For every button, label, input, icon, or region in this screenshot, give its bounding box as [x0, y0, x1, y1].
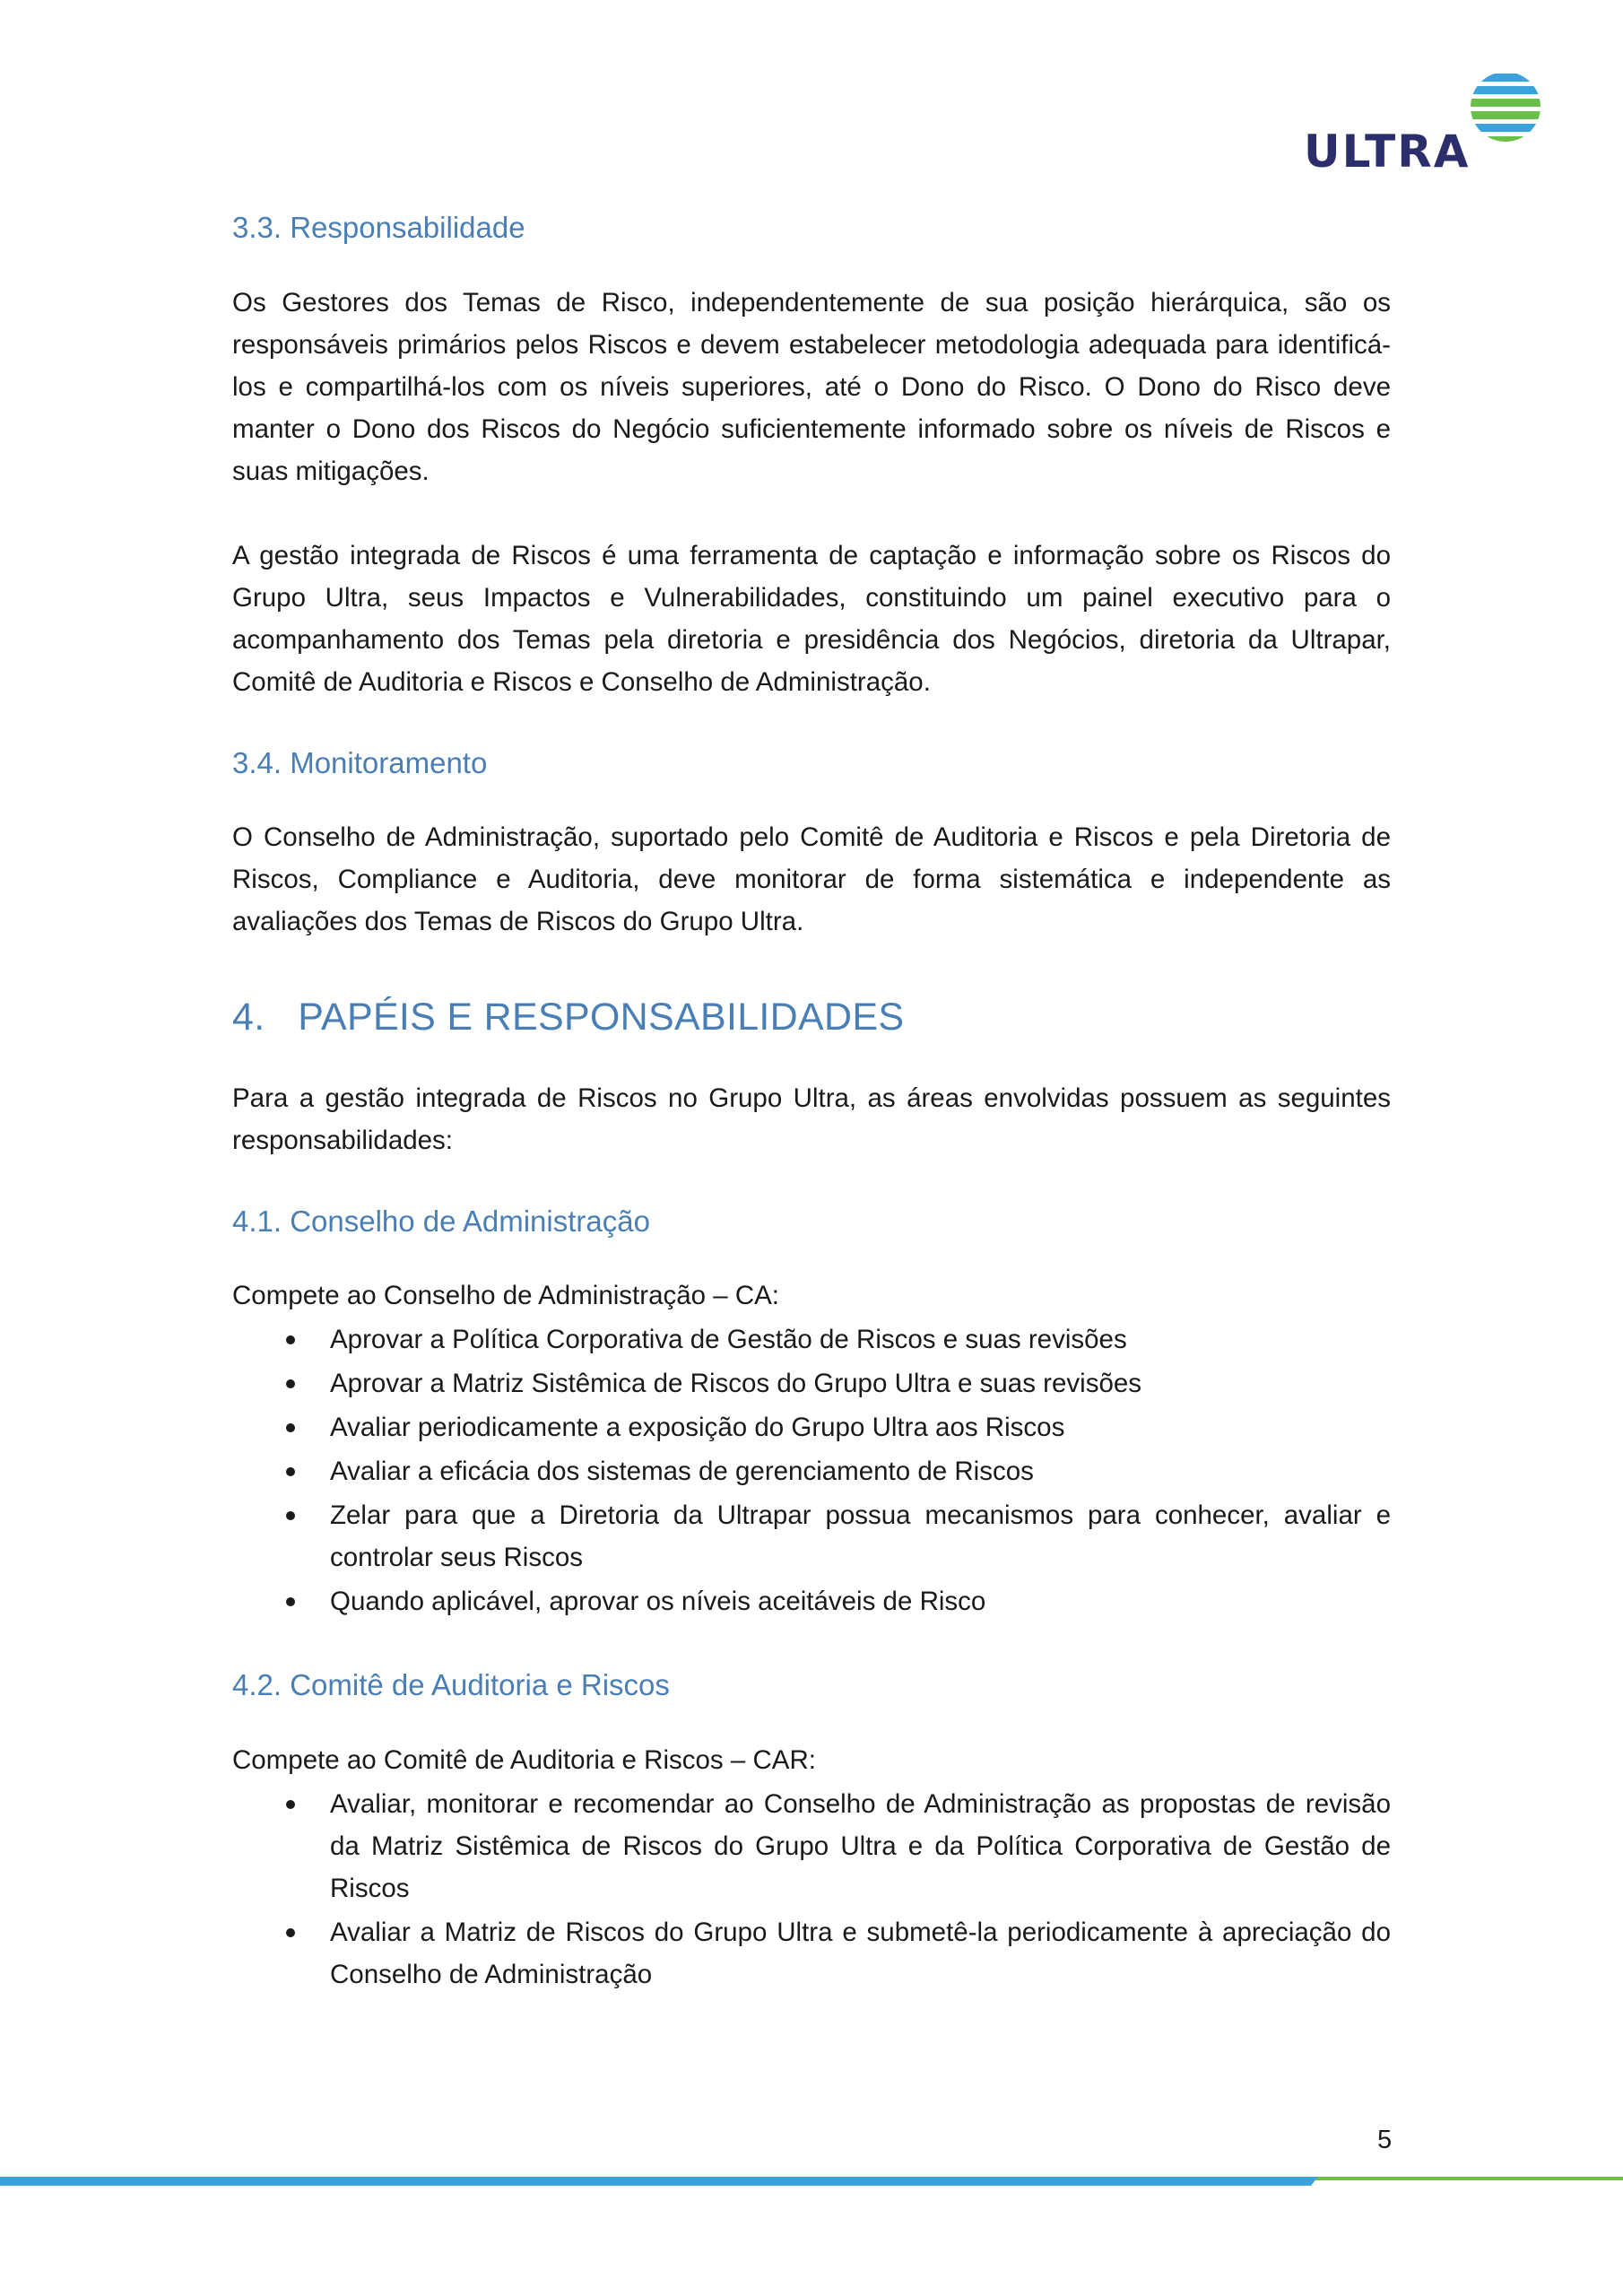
bullet-list-ca	[232, 1318, 1391, 1622]
heading-4-2: 4.2. Comitê de Auditoria e Riscos	[232, 1668, 670, 1702]
list-intro: Compete ao Comitê de Auditoria e Riscos – CAR:	[232, 1744, 816, 1775]
page-number: 5	[1377, 2126, 1393, 2154]
document-body	[232, 210, 1391, 2040]
list-item: Quando aplicável, aprovar os níveis aceitáveis de Risco	[232, 1580, 1391, 1622]
logo-wordmark: ULTRA	[1304, 126, 1471, 178]
ultra-logo-mark-icon	[1469, 70, 1542, 144]
list-intro: Compete ao Conselho de Administração – CA:	[232, 1281, 780, 1311]
list-item: Avaliar a eficácia dos sistemas de gerenciamento de Riscos	[232, 1450, 1391, 1492]
list-item: Avaliar periodicamente a exposição do Grupo Ultra aos Riscos	[232, 1406, 1391, 1448]
list-item: Avaliar a Matriz de Riscos do Grupo Ultra e submetê-la periodicamente à apreciação do Conselho de Administração	[232, 1911, 1391, 1996]
heading-4-1: 4.1. Conselho de Administração	[232, 1204, 650, 1238]
heading-3-4: 3.4. Monitoramento	[232, 745, 488, 779]
list-item: Zelar para que a Diretoria da Ultrapar possua mecanismos para conhecer, avaliar e controlar seus Riscos	[232, 1494, 1391, 1578]
paragraph: Para a gestão integrada de Riscos no Grupo Ultra, as áreas envolvidas possuem as seguintes responsabilidades:	[232, 1083, 1391, 1155]
paragraph: A gestão integrada de Riscos é uma ferramenta de captação e informação sobre os Riscos do Grupo Ultra, seus Impactos e Vulnerabilidades, constituindo um painel executivo para o acompanhamento dos Temas pela diretoria e presidência dos Negócios, diretoria da Ultrapar, Comitê de Auditoria e Riscos e Conselho de Administração.	[232, 540, 1391, 697]
paragraph: O Conselho de Administração, suportado pelo Comitê de Auditoria e Riscos e pela Diretoria de Riscos, Compliance e Auditoria, deve monitorar de forma sistemática e independente as avaliações dos Temas de Riscos do Grupo Ultra.	[232, 822, 1391, 937]
list-item: Avaliar, monitorar e recomendar ao Conselho de Administração as propostas de revisão da Matriz Sistêmica de Riscos do Grupo Ultra e da Política Corporativa de Gestão de Riscos	[232, 1783, 1391, 1909]
footer-bar	[0, 2175, 1623, 2187]
heading-4: 4. PAPÉIS E RESPONSABILIDADES	[232, 996, 905, 1039]
ultra-logo	[1304, 70, 1542, 178]
list-item: Aprovar a Política Corporativa de Gestão de Riscos e suas revisões	[232, 1318, 1391, 1361]
paragraph: Os Gestores dos Temas de Risco, independentemente de sua posição hierárquica, são os responsáveis primários pelos Riscos e devem estabelecer metodologia adequada para identificá-los e compartilhá-los com os níveis superiores, até o Dono do Risco. O Dono do Risco deve manter o Dono dos Riscos do Negócio suficientemente informado sobre os níveis de Riscos e suas mitigações.	[232, 287, 1391, 486]
bullet-list-car	[232, 1783, 1391, 1996]
list-item: Aprovar a Matriz Sistêmica de Riscos do Grupo Ultra e suas revisões	[232, 1362, 1391, 1405]
heading-3-3: 3.3. Responsabilidade	[232, 211, 525, 244]
